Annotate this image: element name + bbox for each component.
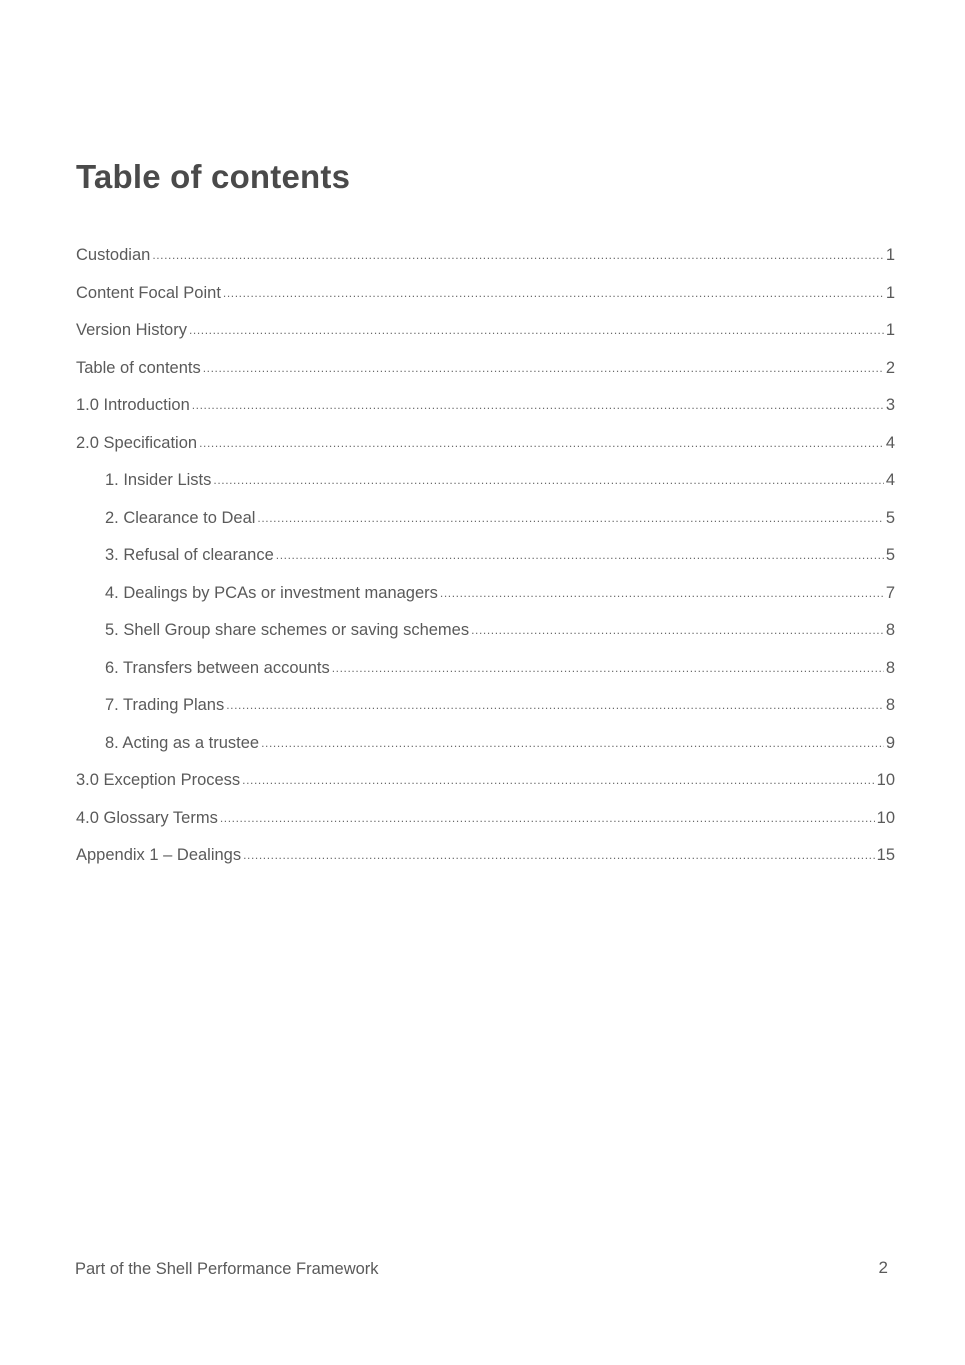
toc-entry[interactable]: [76, 621, 895, 659]
toc-entry-label: 2.0 Specification: [76, 433, 198, 452]
toc-entry-page-number: 4: [885, 433, 895, 452]
toc-entry[interactable]: [76, 771, 895, 809]
toc-entry-page-number: 1: [885, 321, 895, 339]
toc-entry[interactable]: [76, 509, 895, 547]
toc-dot-leader: [199, 436, 884, 450]
table-of-contents: [76, 246, 895, 884]
toc-entry[interactable]: [76, 659, 895, 697]
toc-entry-label: 1. Insider Lists: [105, 471, 212, 489]
toc-entry[interactable]: [76, 471, 895, 509]
toc-dot-leader: [213, 473, 883, 487]
toc-entry-page-number: 2: [885, 358, 895, 377]
toc-dot-leader: [192, 398, 884, 412]
toc-entry[interactable]: [76, 284, 895, 322]
toc-dot-leader: [223, 286, 884, 300]
toc-entry-page-number: 5: [885, 546, 895, 564]
toc-entry-page-number: 8: [885, 621, 895, 639]
toc-entry-label: 6. Transfers between accounts: [105, 658, 330, 677]
toc-dot-leader: [276, 548, 884, 562]
toc-entry-label: 2. Clearance to Deal: [105, 508, 256, 527]
toc-entry[interactable]: [76, 846, 895, 884]
toc-entry[interactable]: [76, 246, 895, 284]
toc-entry-label: Appendix 1 – Dealings: [76, 846, 242, 864]
toc-entry-label: Content Focal Point: [76, 283, 221, 302]
toc-entry-page-number: 5: [885, 508, 895, 527]
toc-entry-page-number: 4: [885, 471, 895, 489]
toc-dot-leader: [226, 698, 884, 712]
toc-entry-page-number: 10: [876, 771, 895, 789]
toc-dot-leader: [189, 323, 884, 337]
toc-dot-leader: [257, 511, 883, 525]
toc-entry-label: Table of contents: [76, 358, 201, 377]
toc-dot-leader: [152, 248, 884, 262]
toc-entry-page-number: 9: [885, 733, 895, 752]
toc-dot-leader: [203, 361, 884, 375]
toc-entry[interactable]: [76, 696, 895, 734]
toc-dot-leader: [261, 736, 884, 750]
toc-entry-label: 4. Dealings by PCAs or investment managers: [105, 583, 438, 602]
toc-entry-label: 1.0 Introduction: [76, 396, 190, 414]
toc-dot-leader: [220, 811, 875, 825]
toc-entry-page-number: 8: [885, 658, 895, 677]
toc-dot-leader: [243, 848, 875, 862]
toc-entry[interactable]: [76, 584, 895, 622]
page-title: Table of contents: [76, 158, 351, 195]
toc-entry-page-number: 1: [885, 283, 895, 302]
footer-text: Part of the Shell Performance Framework: [75, 1260, 379, 1278]
toc-entry-label: Version History: [76, 321, 187, 339]
toc-dot-leader: [242, 773, 874, 787]
toc-entry-page-number: 1: [885, 246, 895, 264]
toc-entry-page-number: 15: [876, 846, 895, 864]
toc-entry-page-number: 8: [885, 696, 895, 714]
toc-entry-label: 8. Acting as a trustee: [105, 733, 260, 752]
toc-entry-label: 3.0 Exception Process: [76, 771, 241, 789]
toc-entry-label: 7. Trading Plans: [105, 696, 225, 714]
toc-entry[interactable]: [76, 321, 895, 359]
toc-entry[interactable]: [76, 434, 895, 472]
toc-entry-page-number: 10: [876, 808, 895, 827]
toc-entry-page-number: 7: [885, 583, 895, 602]
toc-entry-label: 5. Shell Group share schemes or saving schemes: [105, 621, 470, 639]
footer-page-number: 2: [878, 1258, 888, 1277]
toc-dot-leader: [440, 586, 884, 600]
toc-entry-label: Custodian: [76, 246, 151, 264]
toc-entry-label: 4.0 Glossary Terms: [76, 808, 218, 827]
toc-entry[interactable]: [76, 359, 895, 397]
toc-entry[interactable]: [76, 546, 895, 584]
toc-entry[interactable]: [76, 396, 895, 434]
toc-entry-page-number: 3: [885, 396, 895, 414]
toc-dot-leader: [471, 623, 884, 637]
toc-dot-leader: [332, 661, 884, 675]
toc-entry-label: 3. Refusal of clearance: [105, 546, 274, 564]
toc-entry[interactable]: [76, 734, 895, 772]
toc-entry[interactable]: [76, 809, 895, 847]
